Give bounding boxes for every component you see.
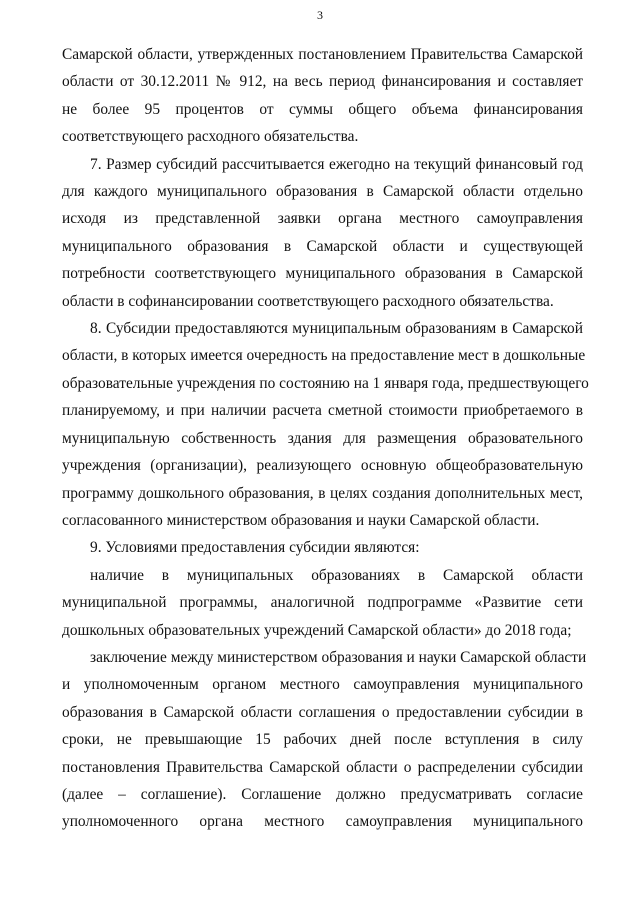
document-body bbox=[62, 41, 589, 836]
text-line: области в софинансировании соответствующего расходного обязательства. bbox=[62, 292, 554, 310]
text-line: муниципальной программы, аналогичной подпрограмме «Развитие сети bbox=[62, 594, 583, 612]
text-line: постановления Правительства Самарской области о распределении субсидии bbox=[62, 758, 583, 776]
text-line: согласованного министерством образования и науки Самарской области. bbox=[62, 511, 540, 529]
text-line: (далее – соглашение). Соглашение должно предусматривать согласие bbox=[62, 785, 583, 803]
paragraph bbox=[62, 534, 583, 561]
text-line: уполномоченного органа местного самоуправления муниципального bbox=[62, 813, 583, 831]
text-line: для каждого муниципального образования в Самарской области отдельно bbox=[62, 183, 583, 201]
text-line: образовательные учреждения по состоянию на 1 января года, предшествующего bbox=[62, 374, 589, 392]
text-line: сроки, не превышающие 15 рабочих дней после вступления в силу bbox=[62, 731, 583, 749]
text-line: муниципальную собственность здания для размещения образовательного bbox=[62, 429, 583, 447]
text-line: исходя из представленной заявки органа местного самоуправления bbox=[62, 210, 583, 228]
text-line: 7. Размер субсидий рассчитывается ежегодно на текущий финансовый год bbox=[90, 155, 583, 173]
text-line: области, в которых имеется очередность на предоставление мест в дошкольные bbox=[62, 347, 586, 365]
text-line: 8. Субсидии предоставляются муниципальным образованиям в Самарской bbox=[90, 320, 583, 338]
paragraph bbox=[62, 562, 583, 644]
text-line: образования в Самарской области соглашения о предоставлении субсидии в bbox=[62, 703, 583, 721]
page-number: 3 bbox=[317, 8, 323, 22]
text-line: программу дошкольного образования, в целях создания дополнительных мест, bbox=[62, 484, 583, 502]
text-line: области от 30.12.2011 № 912, на весь период финансирования и составляет bbox=[62, 73, 583, 91]
text-line: 9. Условиями предоставления субсидии являются: bbox=[90, 539, 420, 557]
text-line: и уполномоченным органом местного самоуправления муниципального bbox=[62, 676, 583, 694]
text-line: учреждения (организации), реализующего основную общеобразовательную bbox=[62, 457, 583, 475]
text-line: муниципального образования в Самарской области и существующей bbox=[62, 237, 583, 255]
paragraph bbox=[62, 41, 583, 151]
paragraph bbox=[62, 315, 589, 534]
text-line: соответствующего расходного обязательства. bbox=[62, 128, 359, 146]
text-line: наличие в муниципальных образованиях в Самарской области bbox=[90, 566, 583, 584]
text-line: дошкольных образовательных учреждений Самарской области» до 2018 года; bbox=[62, 621, 572, 639]
paragraph bbox=[62, 151, 583, 315]
text-line: Самарской области, утвержденных постановлением Правительства Самарской bbox=[62, 46, 583, 63]
text-line: потребности соответствующего муниципального образования в Самарской bbox=[62, 265, 583, 283]
text-line: планируемому, и при наличии расчета сметной стоимости приобретаемого в bbox=[62, 402, 583, 420]
text-line: заключение между министерством образования и науки Самарской области bbox=[90, 648, 587, 666]
text-line: не более 95 процентов от суммы общего объема финансирования bbox=[62, 100, 583, 118]
paragraph bbox=[62, 644, 587, 836]
